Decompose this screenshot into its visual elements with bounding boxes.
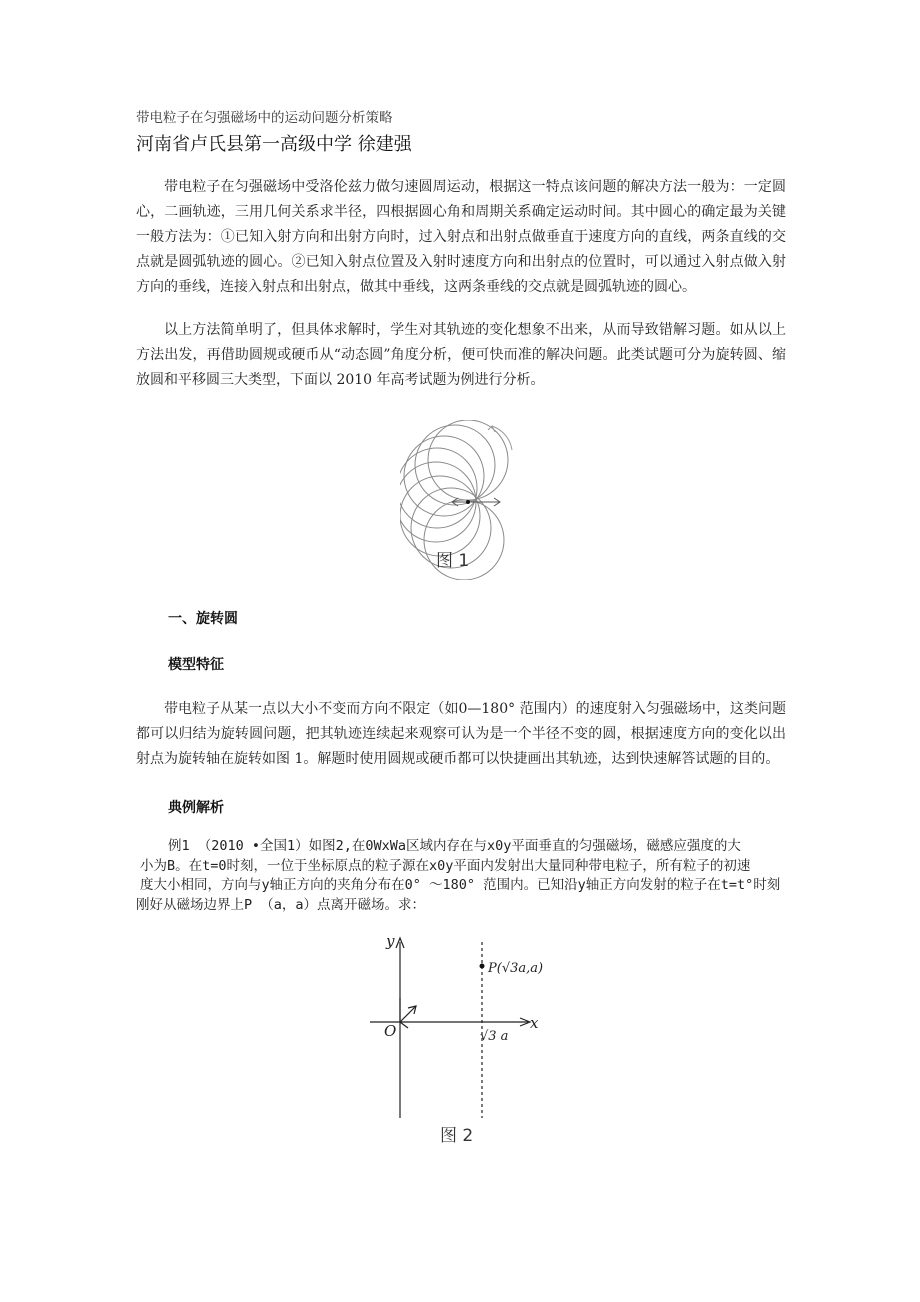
example-1-text	[136, 837, 796, 915]
example-line: 度大小相同，方向与y轴正方向的夹角分布在0° ～180° 范围内。已知沿y轴正方向发射的粒子在t=t°时刻	[140, 877, 781, 893]
figure-1-caption: 图 1	[436, 551, 470, 571]
document-title: 带电粒子在匀强磁场中的运动问题分析策略	[136, 110, 393, 126]
subheading-model-features: 模型特征	[168, 657, 224, 673]
intro-paragraph	[136, 175, 786, 300]
paragraph-3: 带电粒子从某一点以大小不变而方向不限定（如0—180° 范围内）的速度射入匀强磁场中，这类问题都可以归结为旋转圆问题，把其轨迹连续起来观察可认为是一个半径不变的圆，根据速度方向的变化以出射点为旋转轴在旋转如图 1。解题时使用圆规或硬币都可以快捷画出其轨迹，达到快速解答试题的目的。	[136, 701, 786, 767]
velocity-vector-left	[400, 1022, 408, 1028]
emission-point	[466, 500, 470, 504]
boundary-label: √3 a	[480, 1029, 509, 1044]
velocity-vector-diagonal	[400, 1006, 416, 1022]
x-axis-label: x	[530, 1014, 539, 1032]
figure-2-caption: 图 2	[440, 1126, 474, 1146]
subheading-example-analysis: 典例解析	[168, 800, 224, 816]
origin-label: O	[384, 1022, 397, 1040]
example-line: 小为B。在t=0时刻，一位于坐标原点的粒子源在x0y平面内发射出大量同种带电粒子，所有粒子的初速	[140, 857, 751, 874]
author-line: 河南省卢氏县第一高级中学 徐建强	[136, 134, 412, 155]
section-heading-rotating-circle: 一、旋转圆	[168, 611, 238, 627]
trajectory-circle	[415, 425, 495, 505]
paragraph-1: 带电粒子在匀强磁场中受洛伦兹力做匀速圆周运动，根据这一特点该问题的解决方法一般为：一定圆心，二画轨迹，三用几何关系求半径，四根据圆心角和周期关系确定运动时间。其中圆心的确定最为关键一般方法为：①已知入射方向和出射方向时，过入射点和出射点做垂直于速度方向的直线，两条直线的交点就是圆弧轨迹的圆心。②已知入射点位置及入射时速度方向和出射点的位置时，可以通过入射点做入射方向的垂线，连接入射点和出射点，做其中垂线，这两条垂线的交点就是圆弧轨迹的圆心。	[136, 179, 786, 295]
paragraph-2: 以上方法简单明了，但具体求解时，学生对其轨迹的变化想象不出来，从而导致错解习题。如从以上方法出发，再借助圆规或硬币从“动态圆”角度分析，便可快而准的解决问题。此类试题可分为旋转圆、缩放圆和平移圆三大类型，下面以 2010 年高考试题为例进行分析。	[136, 322, 786, 388]
point-p-label: P(√3a,a)	[488, 961, 544, 976]
example-line: 例1 （2010 •全国1）如图2,在0WxWa区域内存在与x0y平面垂直的匀强磁场，磁感应强度的大	[168, 838, 741, 854]
model-paragraph	[136, 697, 786, 772]
method-paragraph	[136, 318, 786, 393]
y-axis-label: y	[386, 932, 395, 950]
example-line: 刚好从磁场边界上P （a，a）点离开磁场。求：	[136, 896, 426, 913]
figure-2-coordinate-diagram	[362, 928, 552, 1128]
point-p	[480, 964, 485, 969]
